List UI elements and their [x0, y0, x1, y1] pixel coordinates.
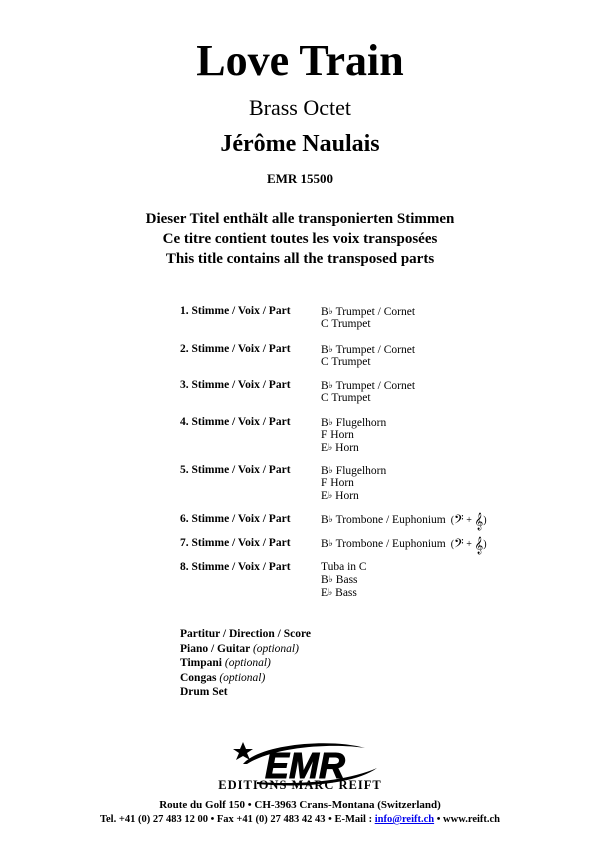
- flat-icon: ♭: [328, 442, 333, 452]
- logo-mark: EMR: [265, 745, 345, 786]
- flat-icon: ♭: [328, 306, 333, 316]
- part-instruments: [321, 561, 367, 599]
- clef-icons: (𝄢 + 𝄞): [445, 514, 487, 530]
- instrument-line: [321, 305, 415, 318]
- treble-clef-icon: 𝄞: [474, 538, 484, 554]
- flat-icon: ♭: [328, 344, 333, 354]
- instrument-line: [321, 392, 415, 404]
- contact-line: [0, 813, 600, 826]
- instrument-name: Trombone / Euphonium: [335, 514, 446, 526]
- part-label: 7. Stimme / Voix / Part: [180, 537, 291, 549]
- extras-list: [180, 627, 311, 700]
- key-letter: E: [321, 490, 329, 502]
- instrument-name: Flugelhorn: [335, 465, 387, 477]
- treble-clef-icon: 𝄞: [474, 514, 484, 530]
- part-label: 3. Stimme / Voix / Part: [180, 379, 291, 391]
- instrument-line: [321, 586, 367, 599]
- email-link[interactable]: info@reift.ch: [374, 814, 435, 825]
- key-letter: B: [321, 417, 329, 429]
- extra-item: Partitur / Direction / Score: [180, 628, 311, 640]
- instrument-name: C Trumpet: [321, 392, 371, 404]
- star-icon: [233, 742, 253, 760]
- flat-icon: ♭: [328, 587, 333, 597]
- instrument-line: [321, 379, 415, 392]
- website: • www.reift.ch: [436, 814, 501, 825]
- clef-icons: (𝄢 + 𝄞): [445, 538, 487, 554]
- extra-item: Congas (optional): [180, 671, 266, 684]
- part-label: 6. Stimme / Voix / Part: [180, 513, 291, 525]
- instrument-line: [321, 489, 386, 502]
- instrument-line: [321, 318, 415, 330]
- instrument-name: F Horn: [321, 477, 354, 489]
- flat-icon: ♭: [328, 514, 333, 524]
- extra-item: Drum Set: [180, 686, 228, 698]
- flat-icon: ♭: [328, 490, 333, 500]
- key-letter: E: [321, 587, 329, 599]
- instrument-line: [321, 561, 367, 573]
- instrument-line: [321, 573, 367, 586]
- key-letter: B: [321, 574, 329, 586]
- instrument-line: [321, 464, 386, 477]
- flat-icon: ♭: [328, 465, 333, 475]
- subtitle: Brass Octet: [248, 95, 352, 120]
- part-instruments: [321, 343, 415, 368]
- address: Route du Golf 150 • CH-3963 Crans-Montana (Switzerland): [159, 799, 441, 811]
- note-french: Ce titre contient toutes les voix transposées: [162, 231, 438, 247]
- extra-item: Piano / Guitar (optional): [180, 642, 299, 655]
- key-letter: B: [321, 344, 329, 356]
- phone-fax: Tel. +41 (0) 27 483 12 00 • Fax +41 (0) 27 483 42 43 • E-Mail :: [99, 814, 373, 825]
- publisher-name: EDITIONS MARC REIFT: [218, 778, 382, 792]
- instrument-line: [321, 356, 415, 368]
- page-title: Love Train: [196, 36, 404, 85]
- key-letter: B: [321, 380, 329, 392]
- part-instruments: [321, 416, 386, 454]
- part-instruments: [321, 305, 415, 330]
- instrument-name: Trumpet / Cornet: [335, 344, 416, 356]
- key-letter: B: [321, 465, 329, 477]
- bass-clef-icon: 𝄢: [454, 514, 464, 530]
- note-english: This title contains all the transposed parts: [165, 251, 435, 267]
- instrument-line: [321, 343, 415, 356]
- part-instruments: [321, 464, 386, 502]
- instrument-name: Trombone / Euphonium: [335, 538, 446, 550]
- flat-icon: ♭: [328, 574, 333, 584]
- instrument-line: [321, 537, 487, 552]
- instrument-name: Bass: [335, 587, 357, 599]
- part-instruments: [321, 537, 487, 552]
- note-german: Dieser Titel enthält alle transponierten Stimmen: [145, 211, 455, 227]
- instrument-name: C Trumpet: [321, 356, 371, 368]
- instrument-name: Tuba in C: [321, 561, 367, 573]
- part-instruments: [321, 379, 415, 404]
- bass-clef-icon: 𝄢: [454, 538, 464, 554]
- key-letter: E: [321, 442, 329, 454]
- key-letter: B: [321, 538, 329, 550]
- part-label: 1. Stimme / Voix / Part: [180, 305, 291, 317]
- instrument-name: F Horn: [321, 429, 354, 441]
- instrument-line: [321, 429, 386, 441]
- key-letter: B: [321, 306, 329, 318]
- instrument-name: Horn: [335, 490, 359, 502]
- part-label: 2. Stimme / Voix / Part: [180, 343, 291, 355]
- flat-icon: ♭: [328, 417, 333, 427]
- flat-icon: ♭: [328, 380, 333, 390]
- key-letter: B: [321, 514, 329, 526]
- part-label: 5. Stimme / Voix / Part: [180, 464, 291, 476]
- instrument-line: [321, 477, 386, 489]
- instrument-name: Trumpet / Cornet: [335, 380, 416, 392]
- instrument-name: C Trumpet: [321, 318, 371, 330]
- catalog-number: EMR 15500: [266, 171, 334, 186]
- part-instruments: [321, 513, 487, 528]
- instrument-line: [321, 513, 487, 528]
- flat-icon: ♭: [328, 538, 333, 548]
- instrument-line: [321, 416, 386, 429]
- instrument-name: Bass: [335, 574, 358, 586]
- instrument-name: Trumpet / Cornet: [335, 306, 416, 318]
- part-label: 8. Stimme / Voix / Part: [180, 561, 291, 573]
- extra-item: Timpani (optional): [180, 657, 271, 669]
- instrument-name: Flugelhorn: [335, 417, 387, 429]
- part-label: 4. Stimme / Voix / Part: [180, 416, 291, 428]
- instrument-name: Horn: [335, 442, 359, 454]
- instrument-line: [321, 441, 386, 454]
- composer-name: Jérôme Naulais: [220, 131, 380, 157]
